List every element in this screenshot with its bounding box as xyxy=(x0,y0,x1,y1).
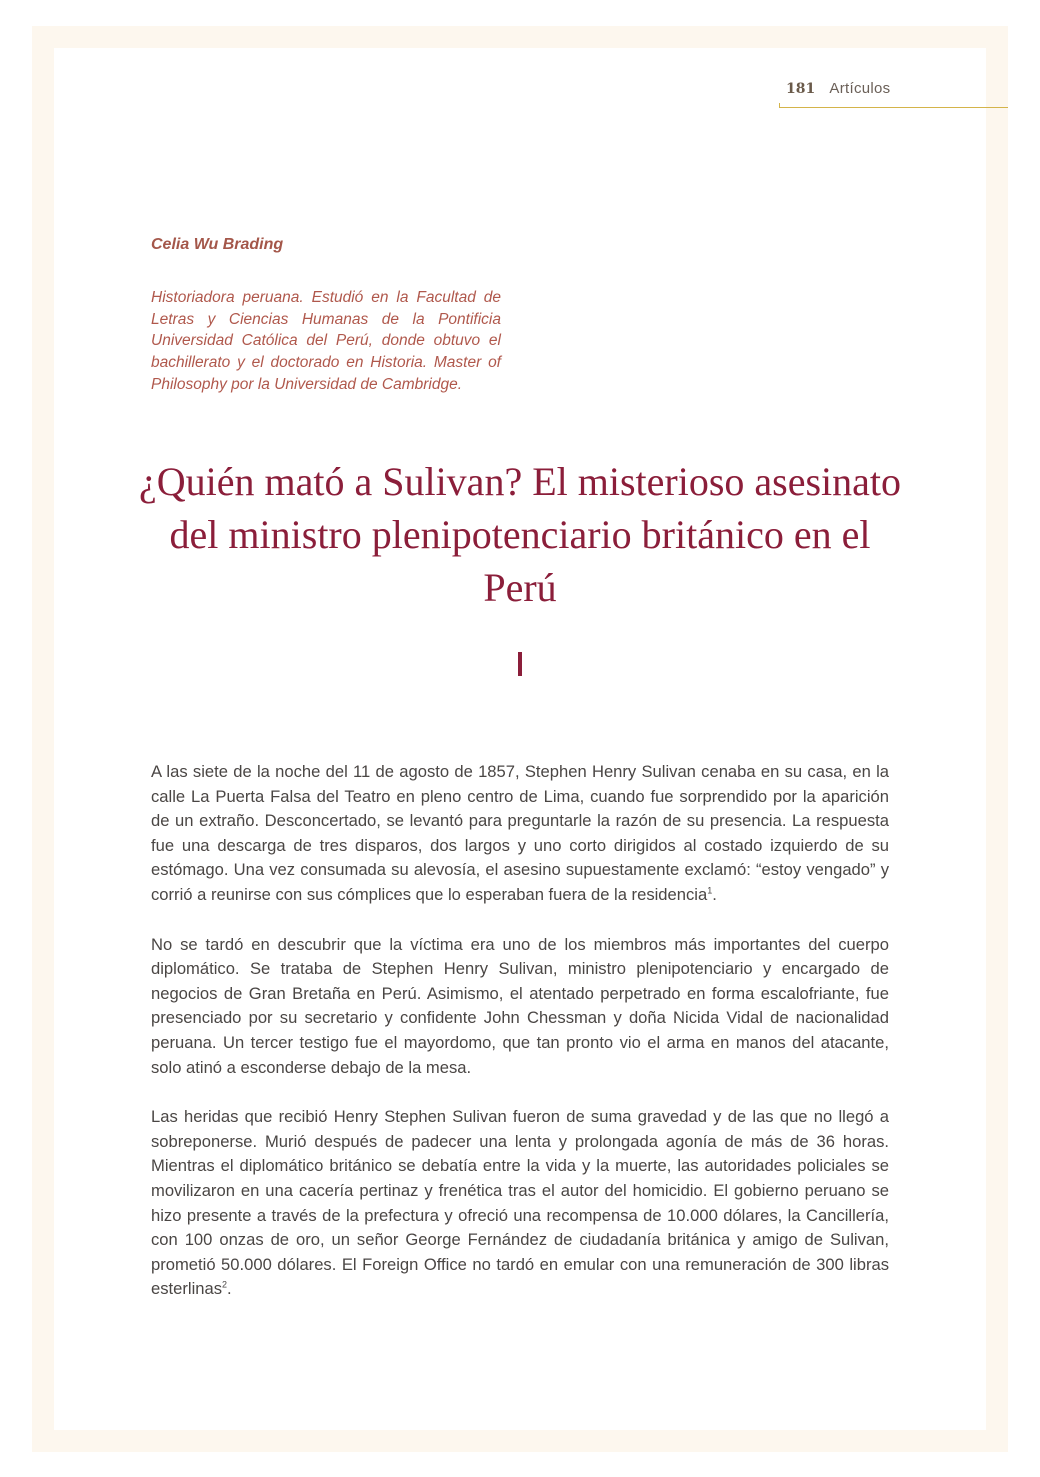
article-body xyxy=(151,760,889,1327)
page-number: 181 xyxy=(786,81,816,97)
paragraph-text: A las siete de la noche del 11 de agosto de 1857, Stephen Henry Sulivan cenaba en su casa, en la calle La Puerta Falsa del Teatro en pleno centro de Lima, cuando fue sorprendido por la aparición de un extraño. Desconcertado, se levantó para preguntarle la razón de su presencia. La respuesta fue una descarga de tres disparos, dos largos y uno corto dirigidos al costado izquierdo de su estómago. Una vez consumada su alevosía, el asesino supuestamente exclamó: “estoy vengado” y corrió a reunirse con sus cómplices que lo esperaban fuera de la residencia xyxy=(151,762,889,904)
author-name: Celia Wu Brading xyxy=(151,236,284,253)
running-header xyxy=(786,80,890,97)
header-rule xyxy=(779,107,1008,108)
footnote-ref[interactable]: 1 xyxy=(707,885,713,896)
footnote-ref[interactable]: 2 xyxy=(222,1279,228,1290)
paragraph-text: Las heridas que recibió Henry Stephen Sulivan fueron de suma gravedad y de las que no llegó a sobreponerse. Murió después de padecer una lenta y prolongada agonía de más de 36 horas. Mientras el diplomático británico se debatía entre la vida y la muerte, las autoridades policiales se movilizaron en una cacería pertinaz y frenética tras el autor del homicidio. El gobierno peruano se hizo presente a través de la prefectura y ofreció una recompensa de 10.000 dólares, la Cancillería, con 100 onzas de oro, un señor George Fernández de ciudadanía británica y amigo de Sulivan, prometió 50.000 dólares. El Foreign Office no tardó en emular con una remuneración de 300 libras esterlinas xyxy=(151,1107,889,1299)
paragraph xyxy=(151,1105,889,1302)
article-title: ¿Quién mató a Sulivan? El misterioso asesinato del ministro plenipotenciario británico en el Perú xyxy=(138,459,902,610)
paragraph-end: . xyxy=(227,1279,232,1299)
paragraph xyxy=(151,760,889,908)
paragraph-text: No se tardó en descubrir que la víctima era uno de los miembros más importantes del cuerpo diplomático. Se trataba de Stephen Henry Sulivan, ministro plenipotenciario y encargado de negocios de Gran Bretaña en Perú. Asimismo, el atentado perpetrado en forma escalofriante, fue presenciado por su secretario y confidente John Chessman y doña Nicida Vidal de nacionalidad peruana. Un tercer testigo fue el mayordomo, que tan pronto vio el arma en manos del atacante, solo atinó a esconderse debajo de la mesa. xyxy=(151,934,889,1077)
author-bio: Historiadora peruana. Estudió en la Facultad de Letras y Ciencias Humanas de la Pontificia Universidad Católica del Perú, donde obtuvo el bachillerato y el doctorado en Historia. Master of Philosophy por la Universidad de Cambridge. xyxy=(151,289,501,393)
paragraph-end: . xyxy=(712,884,717,904)
paragraph xyxy=(151,933,889,1081)
section-name: Artículos xyxy=(829,80,891,97)
title-divider xyxy=(518,652,522,676)
